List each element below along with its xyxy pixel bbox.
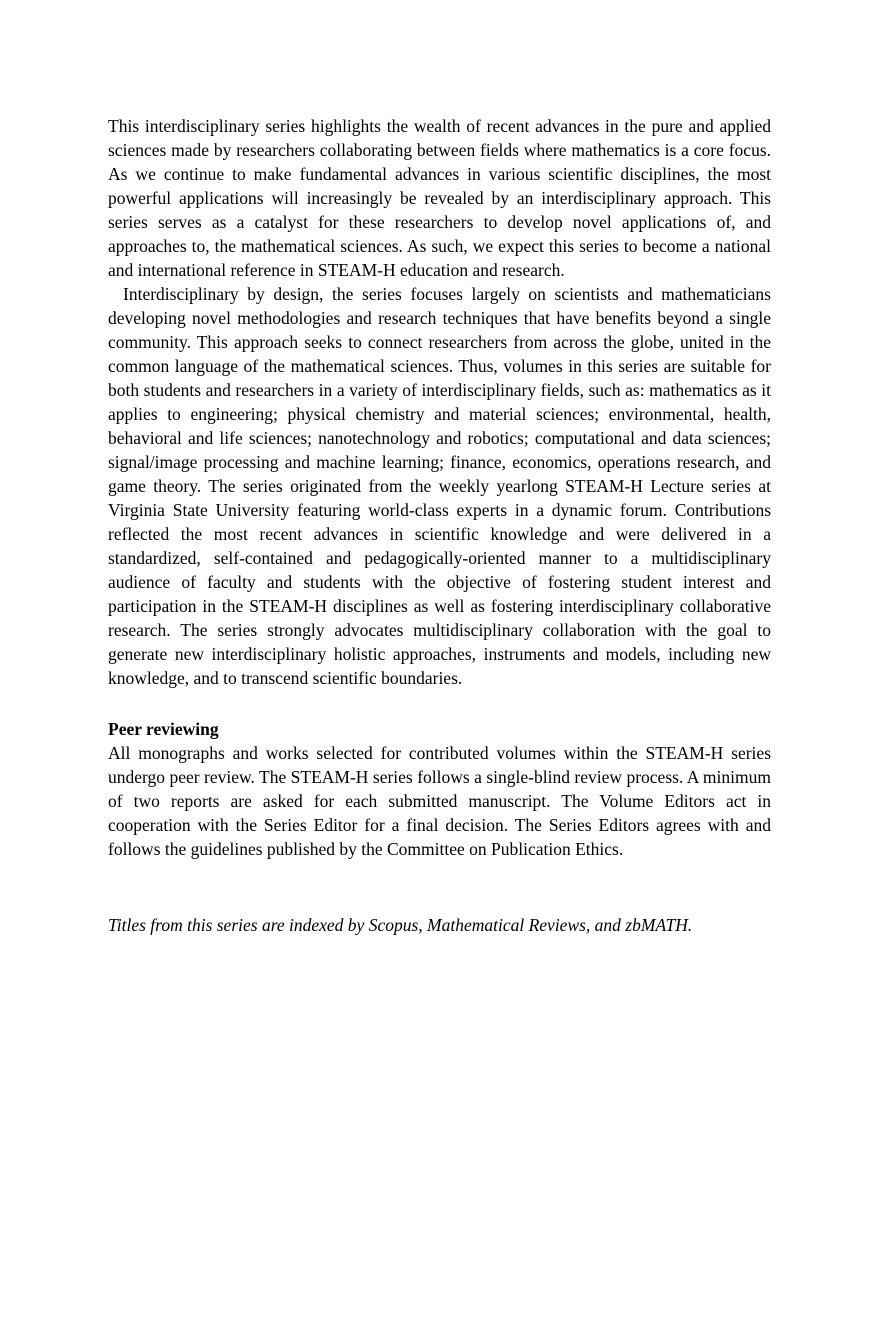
series-description-paragraph-1: This interdisciplinary series highlights the wealth of recent advances in the pure and applied sciences made by researchers collaborating between fields where mathematics is a core focus. As we continue to make fundamental advances in various scientific disciplines, the most powerful applications will increasingly be revealed by an interdisciplinary approach. This series serves as a catalyst for these researchers to develop novel applications of, and approaches to, the mathematical sciences. As such, we expect this series to become a national and international reference in STEAM-H education and research. — [108, 116, 771, 280]
peer-reviewing-heading: Peer reviewing — [108, 719, 219, 739]
text-block — [108, 114, 771, 937]
series-description-paragraph-2: Interdisciplinary by design, the series focuses largely on scientists and mathematicians developing novel methodologies and research techniques that have benefits beyond a single community. This approach seeks to connect researchers from across the globe, united in the common language of the mathematical sciences. Thus, volumes in this series are suitable for both students and researchers in a variety of interdisciplinary fields, such as: mathematics as it applies to engineering; physical chemistry and material sciences; environmental, health, behavioral and life sciences; nanotechnology and robotics; computational and data sciences; signal/image processing and machine learning; finance, economics, operations research, and game theory. The series originated from the weekly yearlong STEAM-H Lecture series at Virginia State University featuring world-class experts in a dynamic forum. Contributions reflected the most recent advances in scientific knowledge and were delivered in a standardized, self-contained and pedagogically-oriented manner to a multidisciplinary audience of faculty and students with the objective of fostering student interest and participation in the STEAM-H disciplines as well as fostering interdisciplinary collaborative research. The series strongly advocates multidisciplinary collaboration with the goal to generate new interdisciplinary holistic approaches, instruments and models, including new knowledge, and to transcend scientific boundaries. — [108, 284, 771, 688]
indexing-note: Titles from this series are indexed by Scopus, Mathematical Reviews, and zbMATH. — [108, 915, 693, 935]
peer-reviewing-paragraph: All monographs and works selected for contributed volumes within the STEAM-H series undergo peer review. The STEAM-H series follows a single-blind review process. A minimum of two reports are asked for each submitted manuscript. The Volume Editors act in cooperation with the Series Editor for a final decision. The Series Editors agrees with and follows the guidelines published by the Committee on Publication Ethics. — [108, 743, 771, 859]
